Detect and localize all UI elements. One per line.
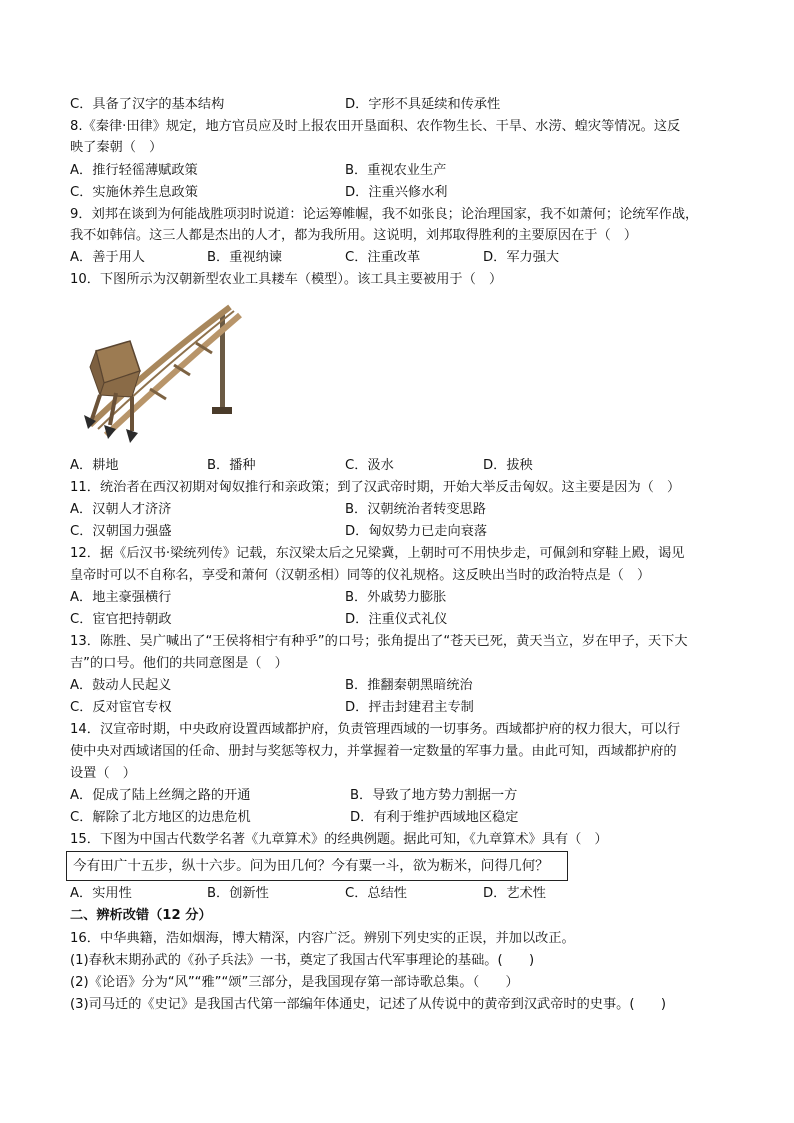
q12-stem-line2: 皇帝时可以不自称名，享受和萧何（汉朝丞相）同等的仪礼规格。这反映出当时的政治特点是（ ） [70, 568, 651, 583]
q12-option-a[interactable]: A．地主豪强横行 [70, 590, 172, 605]
q8-option-d[interactable]: D．注重兴修水利 [345, 185, 448, 200]
q10-option-c[interactable]: C．汲水 [345, 458, 394, 473]
q14-stem-line1: 14．汉宣帝时期，中央政府设置西域都护府，负责管理西域的一切事务。西域都护府的权力很大，可以行 [70, 722, 681, 737]
q13-option-b[interactable]: B．推翻秦朝黑暗统治 [345, 678, 473, 693]
q11-option-d[interactable]: D．匈奴势力已走向衰落 [345, 524, 488, 539]
q10-option-a[interactable]: A．耕地 [70, 458, 119, 473]
q15-example-text: 今有田广十五步，纵十六步。问为田几何？今有粟一斗，欲为粝米，问得几何？ [73, 858, 549, 874]
q14-stem-line3: 设置（ ） [70, 766, 136, 781]
q15-option-d[interactable]: D．艺术性 [483, 886, 546, 901]
q15-stem: 15．下图为中国古代数学名著《九章算术》的经典例题。据此可知，《九章算术》具有（ ） [70, 832, 608, 847]
q14-option-b[interactable]: B．导致了地方势力割据一方 [350, 788, 518, 803]
q16-statement-2: (2)《论语》分为“风”“雅”“颂”三部分，是我国现存第一部诗歌总集。（ ） [70, 975, 519, 990]
q8-stem-line2: 映了秦朝（ ） [70, 140, 163, 155]
q14-option-a[interactable]: A．促成了陆上丝绸之路的开通 [70, 788, 251, 803]
q9-option-c[interactable]: C．注重改革 [345, 250, 421, 265]
q10-option-d[interactable]: D．拔秧 [483, 458, 533, 473]
q13-option-a[interactable]: A．鼓动人民起义 [70, 678, 172, 693]
q15-option-c[interactable]: C．总结性 [345, 886, 407, 901]
q12-stem-line1: 12．据《后汉书·梁统列传》记载，东汉梁太后之兄梁冀，上朝时可不用快步走，可佩剑和穿鞋上殿，谒见 [70, 546, 685, 561]
q16-statement-3: (3)司马迁的《史记》是我国古代第一部编年体通史，记述了从传说中的黄帝到汉武帝时的史事。( ) [70, 997, 667, 1012]
q15-option-b[interactable]: B．创新性 [207, 886, 269, 901]
q15-option-a[interactable]: A．实用性 [70, 886, 132, 901]
q8-option-b[interactable]: B．重视农业生产 [345, 163, 447, 178]
q16-statement-1: (1)春秋末期孙武的《孙子兵法》一书，奠定了我国古代军事理论的基础。( ) [70, 953, 535, 968]
q9-stem-line1: 9．刘邦在谈到为何能战胜项羽时说道：论运筹帷幄，我不如张良；论治理国家，我不如萧何；论统军作战， [70, 207, 699, 222]
q9-option-a[interactable]: A．善于用人 [70, 250, 145, 265]
q14-option-c[interactable]: C．解除了北方地区的边患危机 [70, 810, 251, 825]
q8-stem-line1: 8.《秦律·田律》规定，地方官员应及时上报农田开垦面积、农作物生长、干旱、水涝、蝗灾等情况。这反 [70, 119, 681, 134]
q12-option-c[interactable]: C．宦官把持朝政 [70, 612, 172, 627]
q15-example-box [66, 851, 568, 881]
q7-option-d[interactable]: D．字形不具延续和传承性 [345, 97, 501, 112]
q13-option-c[interactable]: C．反对宦官专权 [70, 700, 172, 715]
q9-stem-line2: 我不如韩信。这三人都是杰出的人才，都为我所用。这说明，刘邦取得胜利的主要原因在于（ ） [70, 228, 638, 243]
q11-option-c[interactable]: C．汉朝国力强盛 [70, 524, 172, 539]
photo-post-base [212, 407, 232, 414]
q11-option-b[interactable]: B．汉朝统治者转变思路 [345, 502, 486, 517]
q9-option-b[interactable]: B．重视纳谏 [207, 250, 282, 265]
q12-option-d[interactable]: D．注重仪式礼仪 [345, 612, 448, 627]
q11-stem: 11．统治者在西汉初期对匈奴推行和亲政策；到了汉武帝时期，开始大举反击匈奴。这主要是因为（ ） [70, 480, 681, 495]
q10-stem: 10．下图所示为汉朝新型农业工具耧车（模型）。该工具主要被用于（ ） [70, 272, 503, 287]
q9-option-d[interactable]: D．军力强大 [483, 250, 560, 265]
q8-option-a[interactable]: A．推行轻徭薄赋政策 [70, 163, 198, 178]
q13-stem-line1: 13．陈胜、吴广喊出了“王侯将相宁有种乎”的口号；张角提出了“苍天已死，黄天当立，岁在甲子，天下大 [70, 634, 688, 649]
q13-option-d[interactable]: D．抨击封建君主专制 [345, 700, 474, 715]
q14-stem-line2: 使中央对西域诸国的任命、册封与奖惩等权力，并掌握着一定数量的军事力量。由此可知，西域都护府的 [70, 744, 677, 759]
photo-crossbars [150, 343, 212, 399]
seed-drill-photo [70, 297, 242, 447]
q14-option-d[interactable]: D．有利于维护西域地区稳定 [350, 810, 519, 825]
q7-option-c[interactable]: C．具备了汉字的基本结构 [70, 97, 225, 112]
q12-option-b[interactable]: B．外戚势力膨胀 [345, 590, 447, 605]
q16-stem: 16．中华典籍，浩如烟海，博大精深，内容广泛。辨别下列史实的正误，并加以改正。 [70, 931, 575, 946]
photo-tip-3 [126, 429, 138, 443]
q13-stem-line2: 吉”的口号。他们的共同意图是（ ） [70, 656, 288, 671]
q11-option-a[interactable]: A．汉朝人才济济 [70, 502, 172, 517]
q10-option-b[interactable]: B．播种 [207, 458, 256, 473]
q8-option-c[interactable]: C．实施休养生息政策 [70, 185, 198, 200]
section-2-title: 二、辨析改错（12 分） [70, 908, 212, 923]
